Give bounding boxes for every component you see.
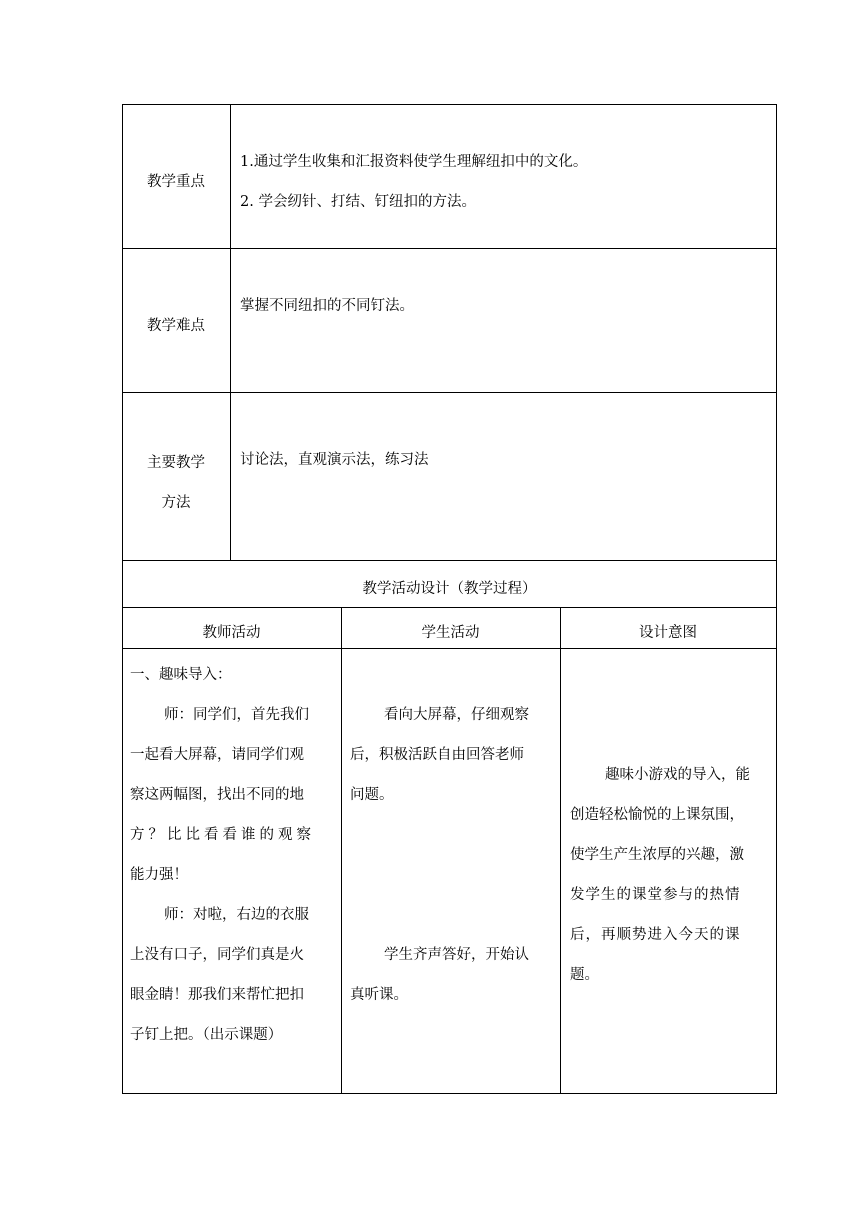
student-line: 问题。 [350,787,394,803]
teacher-line: 察这两幅图，找出不同的地 [130,787,304,803]
table-border-top [122,104,777,105]
activity-column-divider-2 [560,607,561,1094]
methods-line-1: 讨论法，直观演示法，练习法 [240,452,429,468]
row-divider-4 [122,607,777,608]
header-design-intent: 设计意图 [639,625,697,641]
teacher-line: 一起看大屏幕，请同学们观 [130,747,304,763]
teacher-line: 子钉上把。（出示课题） [130,1027,283,1043]
methods-label-line-1: 主要教学 [147,455,205,471]
row-divider-1 [122,248,777,249]
teacher-line: 师：同学们，首先我们 [164,707,309,723]
student-line: 看向大屏幕，仔细观察 [384,707,529,723]
methods-label-line-2: 方法 [161,495,191,511]
label-column-divider [230,104,231,561]
intent-line: 发学生的课堂参与的热情 [570,887,741,903]
intent-line: 题。 [570,967,599,983]
difficulties-label: 教学难点 [147,318,205,334]
teacher-line: 师：对啦，右边的衣服 [164,907,309,923]
teacher-line: 上没有口子，同学们真是火 [130,947,304,963]
row-divider-2 [122,392,777,393]
row-divider-5 [122,648,777,649]
teacher-line: 方？比比看看谁的观察 [130,827,315,843]
student-line: 真听课。 [350,987,408,1003]
intent-line: 后，再顺势进入今天的课 [570,927,741,943]
intent-line: 使学生产生浓厚的兴趣，激 [570,847,744,863]
teacher-line: 能力强！ [130,867,188,883]
row-divider-3 [122,560,777,561]
table-border-right [776,104,777,1094]
difficulties-line-1: 掌握不同纽扣的不同钉法。 [240,298,414,314]
table-border-left [122,104,123,1094]
key-points-line-2: 2. 学会纫针、打结、钉纽扣的方法。 [240,194,476,210]
teacher-line: 眼金睛！那我们来帮忙把扣 [130,987,304,1003]
activity-column-divider-1 [341,607,342,1094]
header-teacher-activity: 教师活动 [202,625,261,641]
student-line: 后，积极活跃自由回答老师 [350,747,524,763]
student-line: 学生齐声答好，开始认 [384,947,529,963]
activity-title: 教学活动设计（教学过程） [362,581,537,597]
teacher-line: 一、趣味导入： [130,667,232,683]
key-points-label: 教学重点 [147,174,205,190]
intent-line: 创造轻松愉悦的上课氛围， [570,807,744,823]
table-border-bottom [122,1093,777,1094]
header-student-activity: 学生活动 [421,625,480,641]
intent-line: 趣味小游戏的导入，能 [605,767,750,783]
key-points-line-1: 1.通过学生收集和汇报资料使学生理解纽扣中的文化。 [240,154,588,170]
